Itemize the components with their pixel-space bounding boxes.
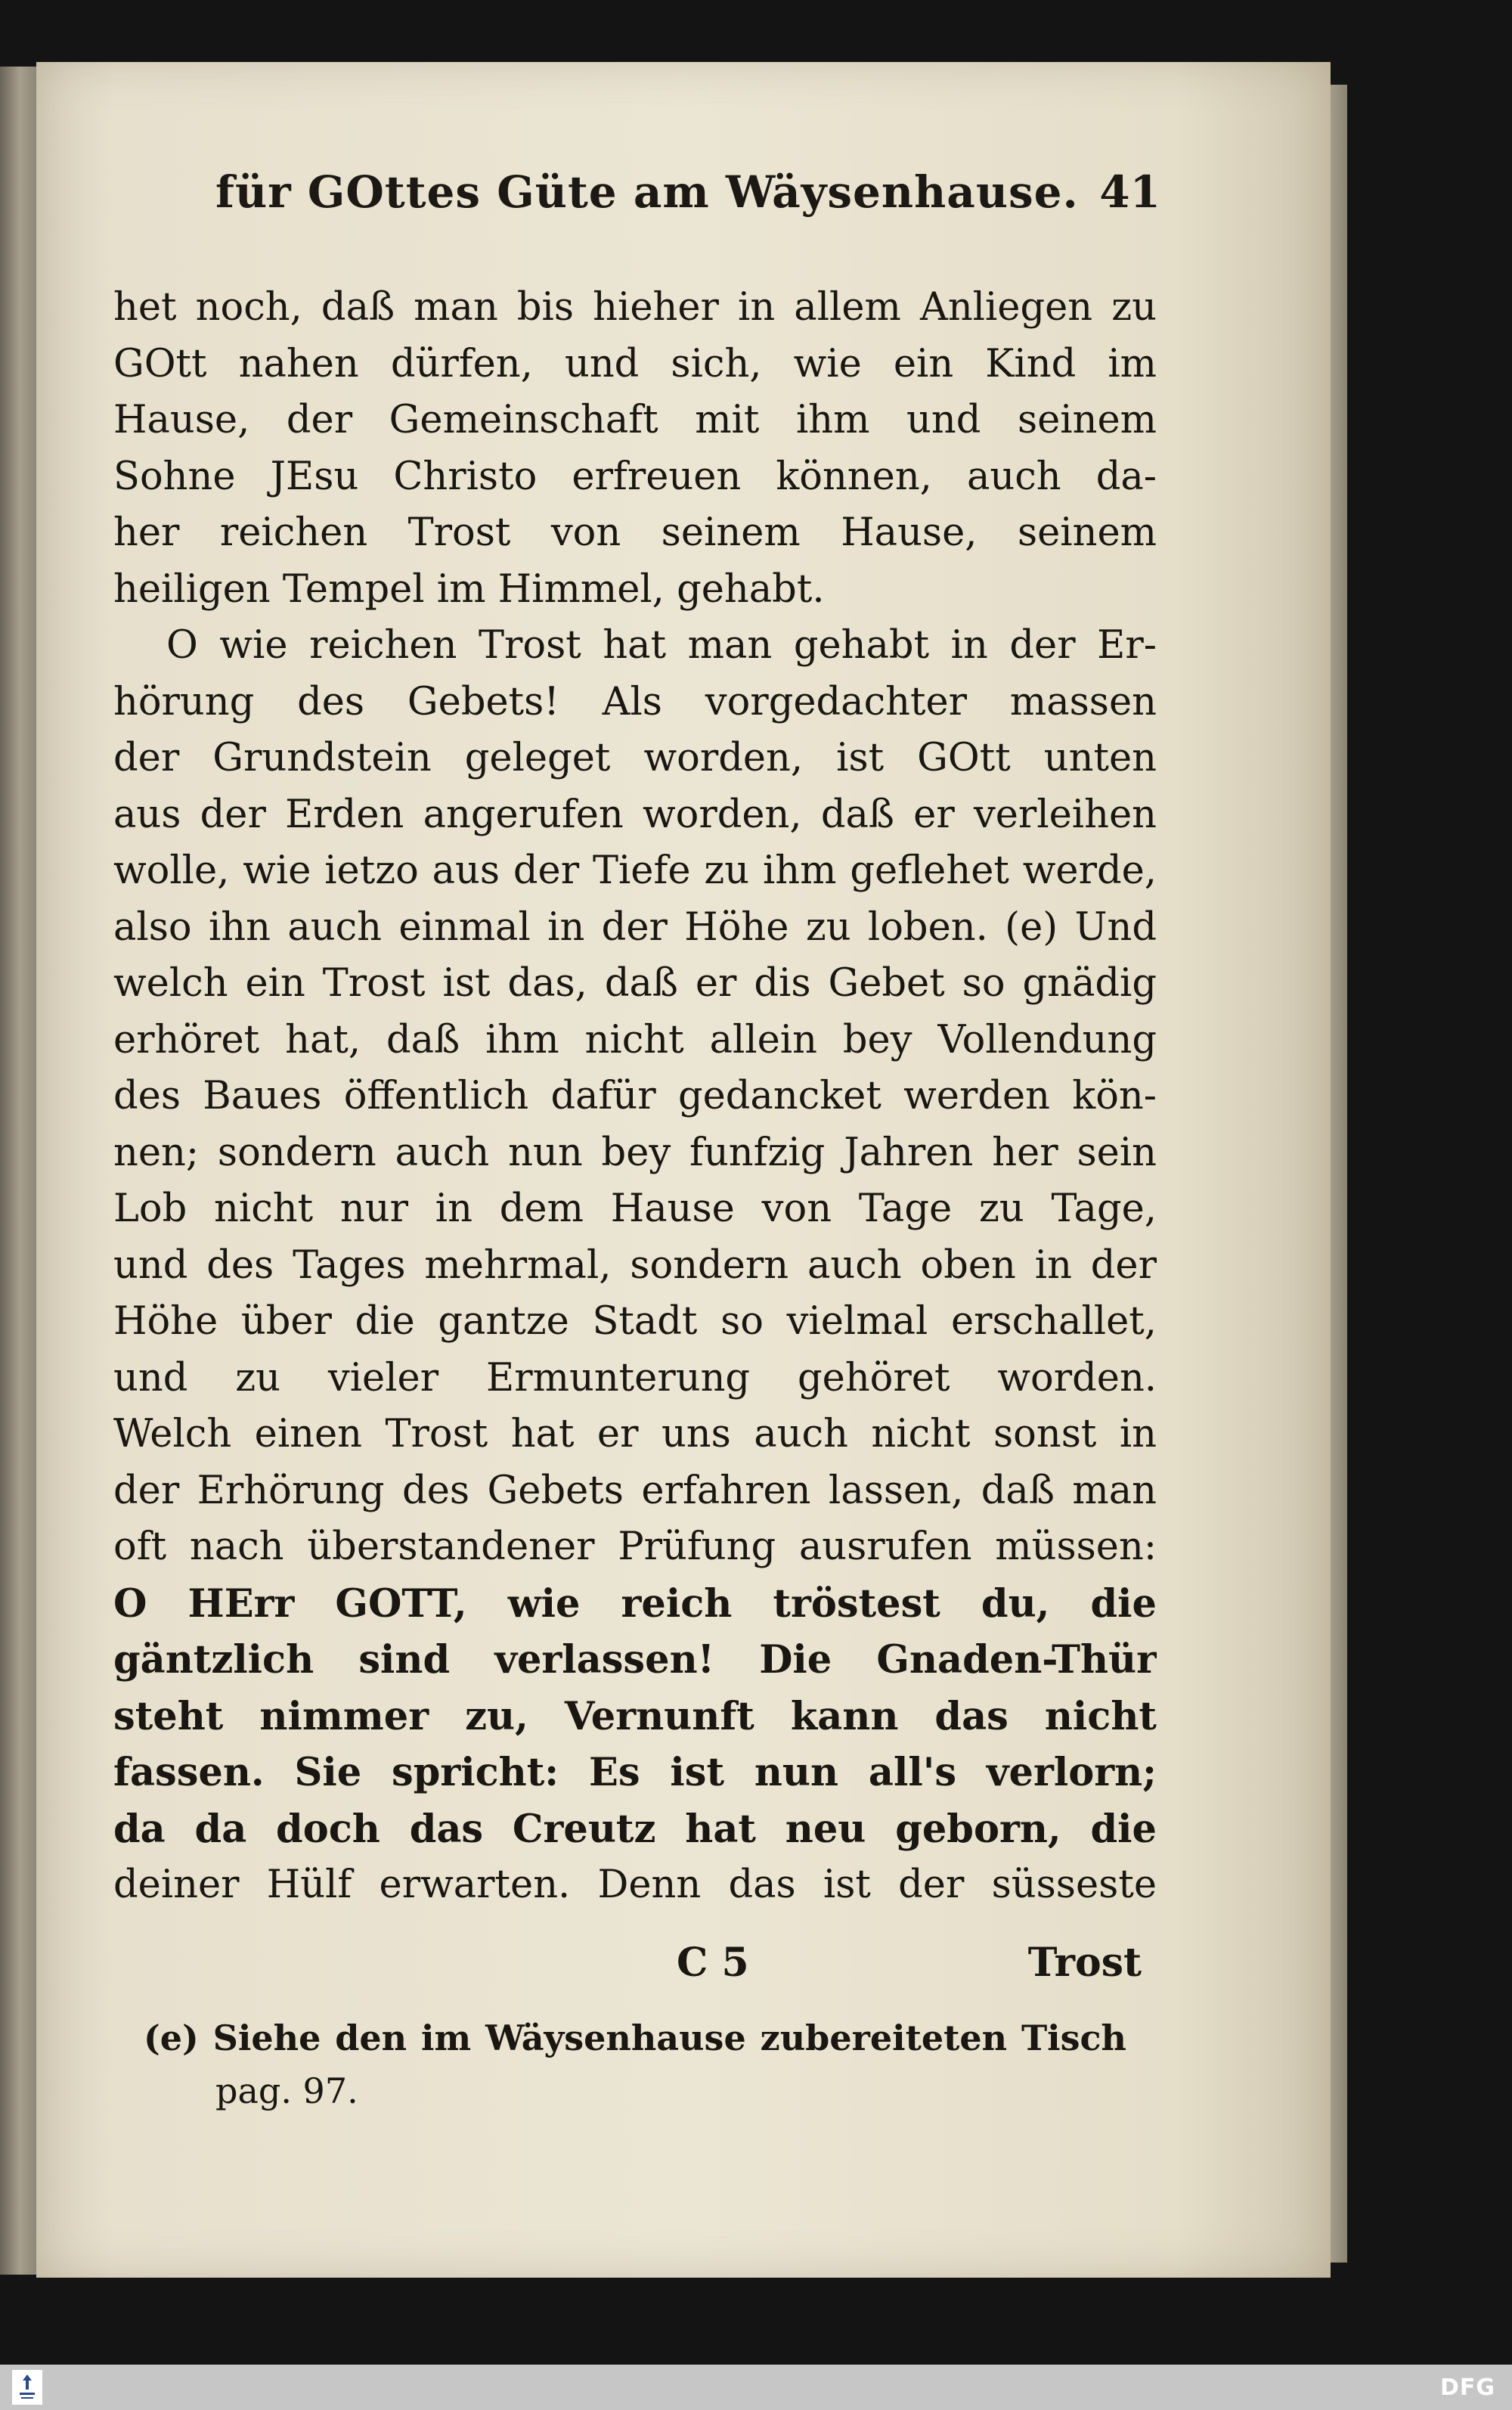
hymn-quote-line: steht nimmer zu, Vernunft kann das nicht [113,1693,1157,1739]
dfg-label: DFG [1439,2374,1495,2401]
viewer-footer-bar [0,2365,1512,2410]
text-line: erhöret hat, daß ihm nicht allein bey Vollendung [113,1017,1157,1062]
hymn-quote-line: da da doch das Creutz hat neu geborn, die [113,1806,1157,1852]
text-line: wolle, wie ietzo aus der Tiefe zu ihm geflehet werde, [113,848,1157,893]
hymn-quote-line: fassen. Sie spricht: Es ist nun all's verlorn; [113,1750,1157,1795]
text-line: her reichen Trost von seinem Hause, seinem [113,510,1157,555]
text-line: der Grundstein geleget worden, ist GOtt unten [113,736,1157,780]
text-line: und des Tages mehrmal, sondern auch oben in der [113,1242,1157,1288]
text-line: welch ein Trost ist das, daß er dis Gebet so gnädig [113,961,1157,1006]
text-line: nen; sondern auch nun bey funfzig Jahren her sein [113,1130,1157,1175]
text-line: deiner Hülf erwarten. Denn das ist der süsseste [113,1863,1157,1907]
footnote-line: pag. 97. [215,2070,358,2111]
text-line: Hause, der Gemeinschaft mit ihm und seinem [113,398,1157,442]
hymn-quote-line: gäntzlich sind verlassen! Die Gnaden-Thür [113,1637,1157,1683]
text-line: also ihn auch einmal in der Höhe zu loben. (e) Und [113,904,1157,950]
text-line: Sohne JEsu Christo erfreuen können, auch da- [113,454,1157,499]
text-line: Welch einen Trost hat er uns auch nicht sonst in [113,1412,1157,1456]
catch-line [113,1940,1157,1996]
body-text [113,280,1157,1914]
text-line: aus der Erden angerufen worden, daß er verleihen [113,792,1157,837]
signature-mark: C 5 [677,1940,749,1986]
page-number: 41 [1099,166,1160,218]
text-line: hörung des Gebets! Als vorgedachter massen [113,679,1157,724]
text-line: Lob nicht nur in dem Hause von Tage zu Tage, [113,1186,1157,1231]
hymn-quote-line: O HErr GOTT, wie reich tröstest du, die [113,1580,1157,1627]
footnote-line: (e) Siehe den im Wäysenhause zubereiteten Tisch [144,2018,1126,2058]
page-header [215,166,1160,234]
text-line: GOtt nahen dürfen, und sich, wie ein Kind im [113,341,1157,386]
library-logo-icon [12,2370,42,2405]
footnote [144,2011,1126,2117]
text-line: O wie reichen Trost hat man gehabt in der Er- [166,623,1157,668]
text-line: und zu vieler Ermunterung gehöret worden. [113,1355,1157,1400]
text-line: heiligen Tempel im Himmel, gehabt. [113,566,825,612]
left-page-edge [0,67,36,2275]
text-line: oft nach überstandener Prüfung ausrufen müssen: [113,1524,1157,1569]
text-line: des Baues öffentlich dafür gedancket werden kön- [113,1074,1157,1118]
text-line: der Erhörung des Gebets erfahren lassen, daß man [113,1468,1157,1513]
catchword: Trost [1027,1940,1142,1986]
text-line: Höhe über die gantze Stadt so vielmal erschallet, [113,1299,1157,1344]
text-line: het noch, daß man bis hieher in allem Anliegen zu [113,285,1157,330]
running-head: für GOttes Güte am Wäysenhause. [215,166,1079,218]
